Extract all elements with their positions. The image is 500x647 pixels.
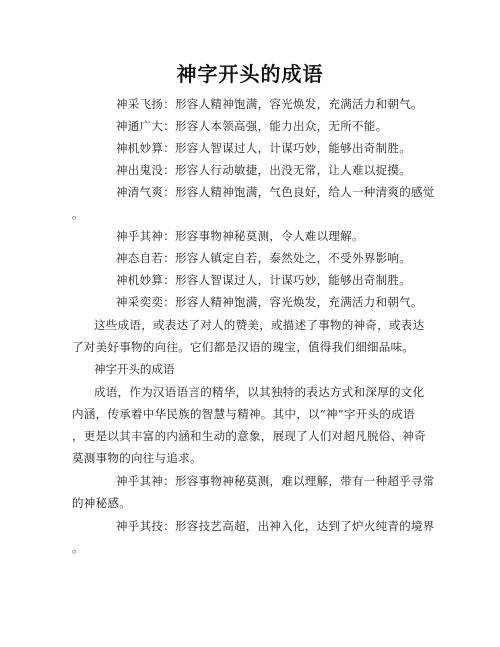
paragraph-line: 了对美好事物的向往。它们都是汉语的瑰宝，值得我们细细品味。 [72,340,415,354]
document-title: 神字开头的成语 [176,62,324,86]
idiom-line: 神出鬼没：形容人行动敏捷，出没无常，让人难以捉摸。 [116,163,411,177]
idiom-line: 神通广大：形容人本领高强，能力出众，无所不能。 [116,119,388,133]
idiom-line: 神采奕奕：形容人精神饱满，容光焕发，充满活力和朝气。 [116,295,423,309]
section-heading: 神字开头的成语 [94,362,175,376]
paragraph-line: 内涵，传承着中华民族的智慧与精神。其中，以“神”字开头的成语 [72,407,415,421]
idiom-line: 神采飞扬：形容人精神饱满，容光焕发，充满活力和朝气。 [116,97,423,111]
idiom-line: 神态自若：形容人镇定自若，泰然处之，不受外界影响。 [116,251,411,265]
idiom-line: 神乎其神：形容事物神秘莫测，令人难以理解。 [116,229,364,243]
idiom-line: 神机妙算：形容人智谋过人，计谋巧妙，能够出奇制胜。 [116,273,411,287]
paragraph-line: 莫测事物的向往与追求。 [72,451,202,465]
paragraph-line: ，更是以其丰富的内涵和生动的意象，展现了人们对超凡脱俗、神奇 [72,429,426,443]
idiom-line: 神乎其神：形容事物神秘莫测，难以理解，带有一种超乎寻常 [116,474,435,488]
idiom-line: 神机妙算：形容人智谋过人，计谋巧妙，能够出奇制胜。 [116,141,411,155]
idiom-line: 神清气爽：形容人精神饱满，气色良好，给人一种清爽的感觉 [116,185,435,199]
line-continuation: 。 [72,207,84,221]
line-continuation: 。 [72,541,84,555]
paragraph-line: 的神秘感。 [72,496,131,510]
paragraph-line: 这些成语，或表达了对人的赞美，或描述了事物的神奇，或表达 [94,318,425,332]
idiom-line: 神乎其技：形容技艺高超，出神入化，达到了炉火纯青的境界 [116,519,435,533]
paragraph-line: 成语，作为汉语语言的精华，以其独特的表达方式和深厚的文化 [94,385,425,399]
